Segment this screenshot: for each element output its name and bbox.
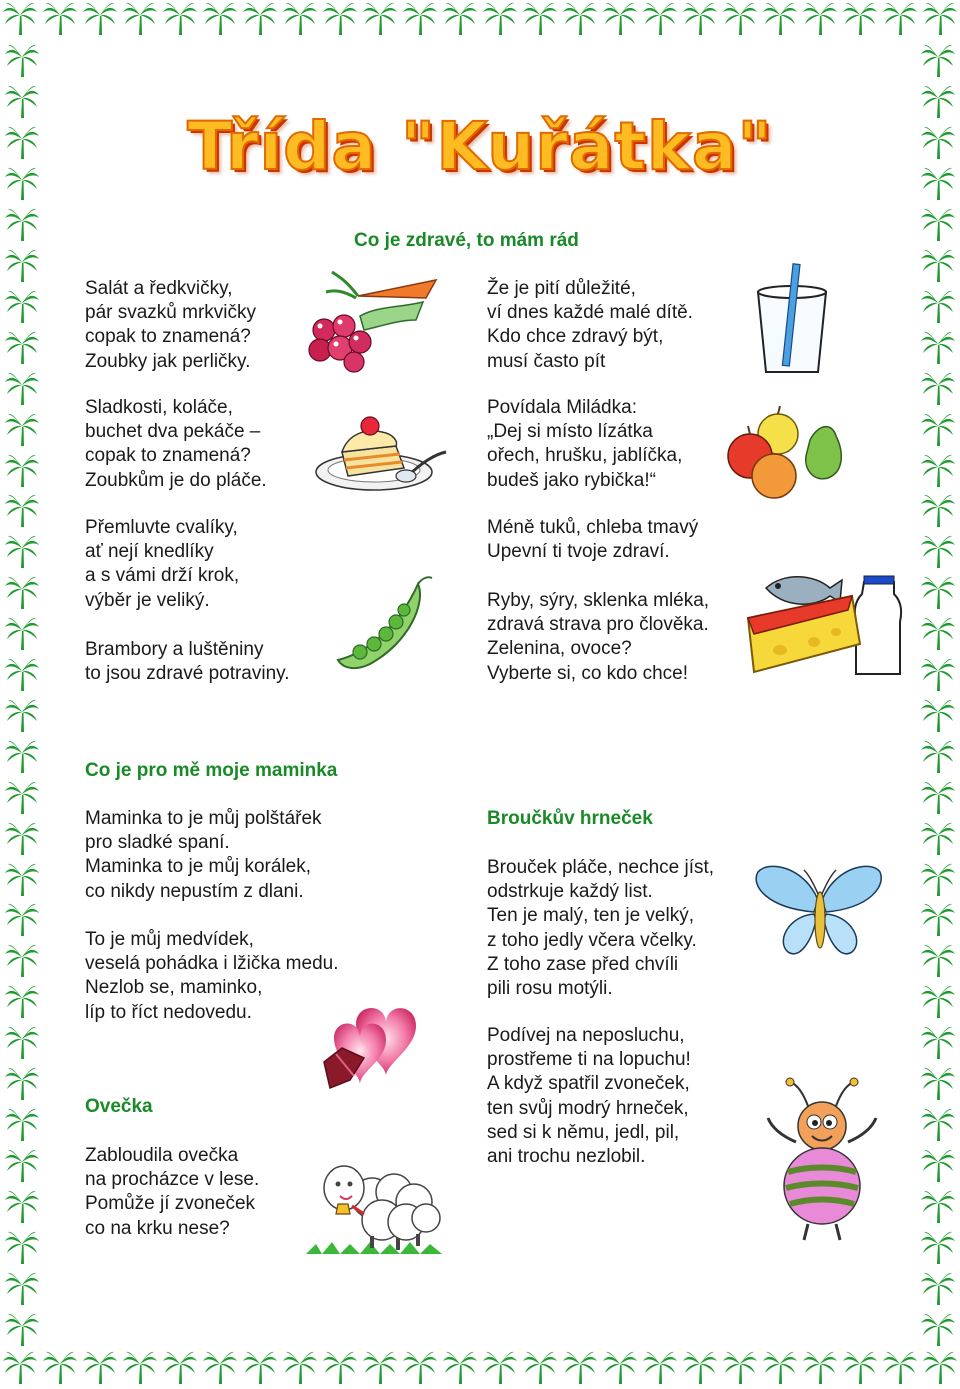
palm-tree-icon xyxy=(920,247,956,283)
palm-tree-icon xyxy=(602,0,638,36)
palm-tree-icon xyxy=(682,1349,718,1385)
palm-tree-icon xyxy=(4,983,40,1019)
palm-tree-icon xyxy=(362,0,398,36)
heading-mother: Co je pro mě moje maminka xyxy=(85,760,338,781)
palm-tree-icon xyxy=(682,0,718,36)
palm-tree-icon xyxy=(4,370,40,406)
palm-tree-icon xyxy=(4,247,40,283)
palm-tree-icon xyxy=(920,492,956,528)
palm-tree-icon xyxy=(762,0,798,36)
palm-tree-icon xyxy=(842,0,878,36)
palm-tree-icon xyxy=(482,1349,518,1385)
palm-border-right xyxy=(918,40,958,1349)
palm-tree-icon xyxy=(4,1024,40,1060)
palm-tree-icon xyxy=(722,1349,758,1385)
palm-tree-icon xyxy=(282,1349,318,1385)
palm-tree-icon xyxy=(920,901,956,937)
palm-tree-icon xyxy=(920,1270,956,1306)
beetle-illustration xyxy=(752,1076,892,1244)
palm-tree-icon xyxy=(4,656,40,692)
palm-tree-icon xyxy=(642,1349,678,1385)
poem-stanza: To je můj medvídek, veselá pohádka i lžička medu. Nezlob se, maminko, líp to říct nedovedu. xyxy=(85,929,339,1023)
palm-tree-icon xyxy=(4,942,40,978)
palm-tree-icon xyxy=(82,1349,118,1385)
poem-stanza: Brambory a luštěniny to jsou zdravé potraviny. xyxy=(85,639,290,685)
palm-border-top xyxy=(0,0,960,40)
palm-tree-icon xyxy=(4,206,40,242)
palm-tree-icon xyxy=(602,1349,638,1385)
palm-tree-icon xyxy=(322,1349,358,1385)
palm-tree-icon xyxy=(920,1188,956,1224)
palm-tree-icon xyxy=(362,1349,398,1385)
poem-stanza: Salát a ředkvičky, pár svazků mrkvičky copak to znamená? Zoubky jak perličky. xyxy=(85,278,257,372)
glass-with-straw-illustration xyxy=(752,262,832,378)
palm-tree-icon xyxy=(920,533,956,569)
palm-tree-icon xyxy=(4,452,40,488)
palm-tree-icon xyxy=(882,1349,918,1385)
palm-tree-icon xyxy=(920,288,956,324)
sheep-illustration xyxy=(302,1148,452,1260)
palm-tree-icon xyxy=(920,861,956,897)
palm-tree-icon xyxy=(122,1349,158,1385)
palm-tree-icon xyxy=(4,1229,40,1265)
poem-stanza: Povídala Miládka: „Dej si místo lízátka ořech, hrušku, jablíčka, budeš jako rybička!“ xyxy=(487,397,683,491)
vegetables-illustration xyxy=(298,268,448,378)
palm-tree-icon xyxy=(4,329,40,365)
palm-tree-icon xyxy=(722,0,758,36)
poem-stanza: Ryby, sýry, sklenka mléka, zdravá strava pro člověka. Zelenina, ovoce? Vyberte si, co kdo chce! xyxy=(487,590,710,684)
palm-tree-icon xyxy=(882,0,918,36)
palm-tree-icon xyxy=(202,0,238,36)
poem-stanza: Že je pití důležité, ví dnes každé malé dítě. Kdo chce zdravý být, musí často pít xyxy=(487,278,693,372)
palm-tree-icon xyxy=(920,574,956,610)
palm-tree-icon xyxy=(920,779,956,815)
palm-tree-icon xyxy=(920,42,956,78)
palm-tree-icon xyxy=(762,1349,798,1385)
palm-tree-icon xyxy=(402,0,438,36)
palm-tree-icon xyxy=(2,0,38,36)
palm-tree-icon xyxy=(4,1065,40,1101)
palm-border-left xyxy=(2,40,42,1349)
palm-tree-icon xyxy=(4,42,40,78)
poem-stanza: Sladkosti, koláče, buchet dva pekáče – copak to znamená? Zoubkům je do pláče. xyxy=(85,397,267,491)
palm-tree-icon xyxy=(920,452,956,488)
palm-tree-icon xyxy=(920,820,956,856)
palm-tree-icon xyxy=(442,0,478,36)
palm-tree-icon xyxy=(42,1349,78,1385)
poem-stanza: Maminka to je můj polštářek pro sladké spaní. Maminka to je můj korálek, co nikdy nepustím z dlani. xyxy=(85,808,322,902)
palm-tree-icon xyxy=(4,901,40,937)
palm-tree-icon xyxy=(920,1065,956,1101)
palm-tree-icon xyxy=(322,0,358,36)
palm-tree-icon xyxy=(4,861,40,897)
palm-tree-icon xyxy=(162,1349,198,1385)
palm-tree-icon xyxy=(920,1229,956,1265)
palm-tree-icon xyxy=(202,1349,238,1385)
palm-tree-icon xyxy=(4,288,40,324)
heading-beetle-mug: Broučkův hrneček xyxy=(487,808,653,829)
palm-tree-icon xyxy=(920,656,956,692)
palm-tree-icon xyxy=(562,0,598,36)
palm-tree-icon xyxy=(920,615,956,651)
palm-tree-icon xyxy=(242,0,278,36)
pea-pod-illustration xyxy=(330,572,440,684)
palm-tree-icon xyxy=(842,1349,878,1385)
page-title: Třída "Kuřátka" xyxy=(187,108,773,185)
palm-tree-icon xyxy=(4,738,40,774)
palm-tree-icon xyxy=(920,411,956,447)
palm-tree-icon xyxy=(920,206,956,242)
hearts-illustration xyxy=(306,984,456,1104)
palm-tree-icon xyxy=(920,697,956,733)
palm-tree-icon xyxy=(802,0,838,36)
poem-stanza: Zabloudila ovečka na procházce v lese. Pomůže jí zvoneček co na krku nese? xyxy=(85,1145,260,1239)
palm-tree-icon xyxy=(802,1349,838,1385)
palm-tree-icon xyxy=(4,533,40,569)
palm-tree-icon xyxy=(4,697,40,733)
palm-tree-icon xyxy=(42,0,78,36)
palm-tree-icon xyxy=(442,1349,478,1385)
palm-tree-icon xyxy=(122,0,158,36)
cake-illustration xyxy=(312,404,452,496)
palm-tree-icon xyxy=(920,1106,956,1142)
palm-tree-icon xyxy=(920,1311,956,1347)
palm-tree-icon xyxy=(82,0,118,36)
heading-sheep: Ovečka xyxy=(85,1096,153,1117)
palm-tree-icon xyxy=(522,1349,558,1385)
palm-tree-icon xyxy=(920,738,956,774)
palm-tree-icon xyxy=(920,370,956,406)
palm-tree-icon xyxy=(482,0,518,36)
palm-tree-icon xyxy=(562,1349,598,1385)
cheese-fish-milk-illustration xyxy=(744,552,904,682)
palm-tree-icon xyxy=(4,1270,40,1306)
palm-tree-icon xyxy=(4,1106,40,1142)
palm-tree-icon xyxy=(922,1349,958,1385)
palm-tree-icon xyxy=(4,1311,40,1347)
palm-border-bottom xyxy=(0,1349,960,1389)
palm-tree-icon xyxy=(522,0,558,36)
palm-tree-icon xyxy=(242,1349,278,1385)
palm-tree-icon xyxy=(4,1188,40,1224)
butterfly-illustration xyxy=(748,856,888,968)
palm-tree-icon xyxy=(920,942,956,978)
palm-tree-icon xyxy=(2,1349,38,1385)
palm-tree-icon xyxy=(920,983,956,1019)
palm-tree-icon xyxy=(162,0,198,36)
heading-healthy-food: Co je zdravé, to mám rád xyxy=(354,230,579,251)
palm-tree-icon xyxy=(4,615,40,651)
palm-tree-icon xyxy=(402,1349,438,1385)
palm-tree-icon xyxy=(922,0,958,36)
poem-stanza: Podívej na neposluchu, prostřeme ti na lopuchu! A když spatřil zvoneček, ten svůj modrý hrneček, sed si k němu, jedl, pil, ani trochu nezlobil. xyxy=(487,1025,691,1168)
palm-tree-icon xyxy=(4,1147,40,1183)
palm-tree-icon xyxy=(4,574,40,610)
palm-tree-icon xyxy=(4,779,40,815)
palm-tree-icon xyxy=(282,0,318,36)
palm-tree-icon xyxy=(920,1147,956,1183)
poem-stanza: Brouček pláče, nechce jíst, odstrkuje každý list. Ten je malý, ten je velký, z toho jedly včera včelky. Z toho zase před chvíli pili rosu motýli. xyxy=(487,857,715,1000)
fruit-illustration xyxy=(718,400,858,510)
poem-stanza: Přemluvte cvalíky, ať nejí knedlíky a s vámi drží krok, výběr je veliký. xyxy=(85,517,240,611)
palm-tree-icon xyxy=(4,411,40,447)
palm-tree-icon xyxy=(4,492,40,528)
palm-tree-icon xyxy=(4,820,40,856)
poem-stanza: Méně tuků, chleba tmavý Upevní ti tvoje zdraví. xyxy=(487,517,699,563)
palm-tree-icon xyxy=(920,1024,956,1060)
palm-tree-icon xyxy=(642,0,678,36)
palm-tree-icon xyxy=(920,329,956,365)
